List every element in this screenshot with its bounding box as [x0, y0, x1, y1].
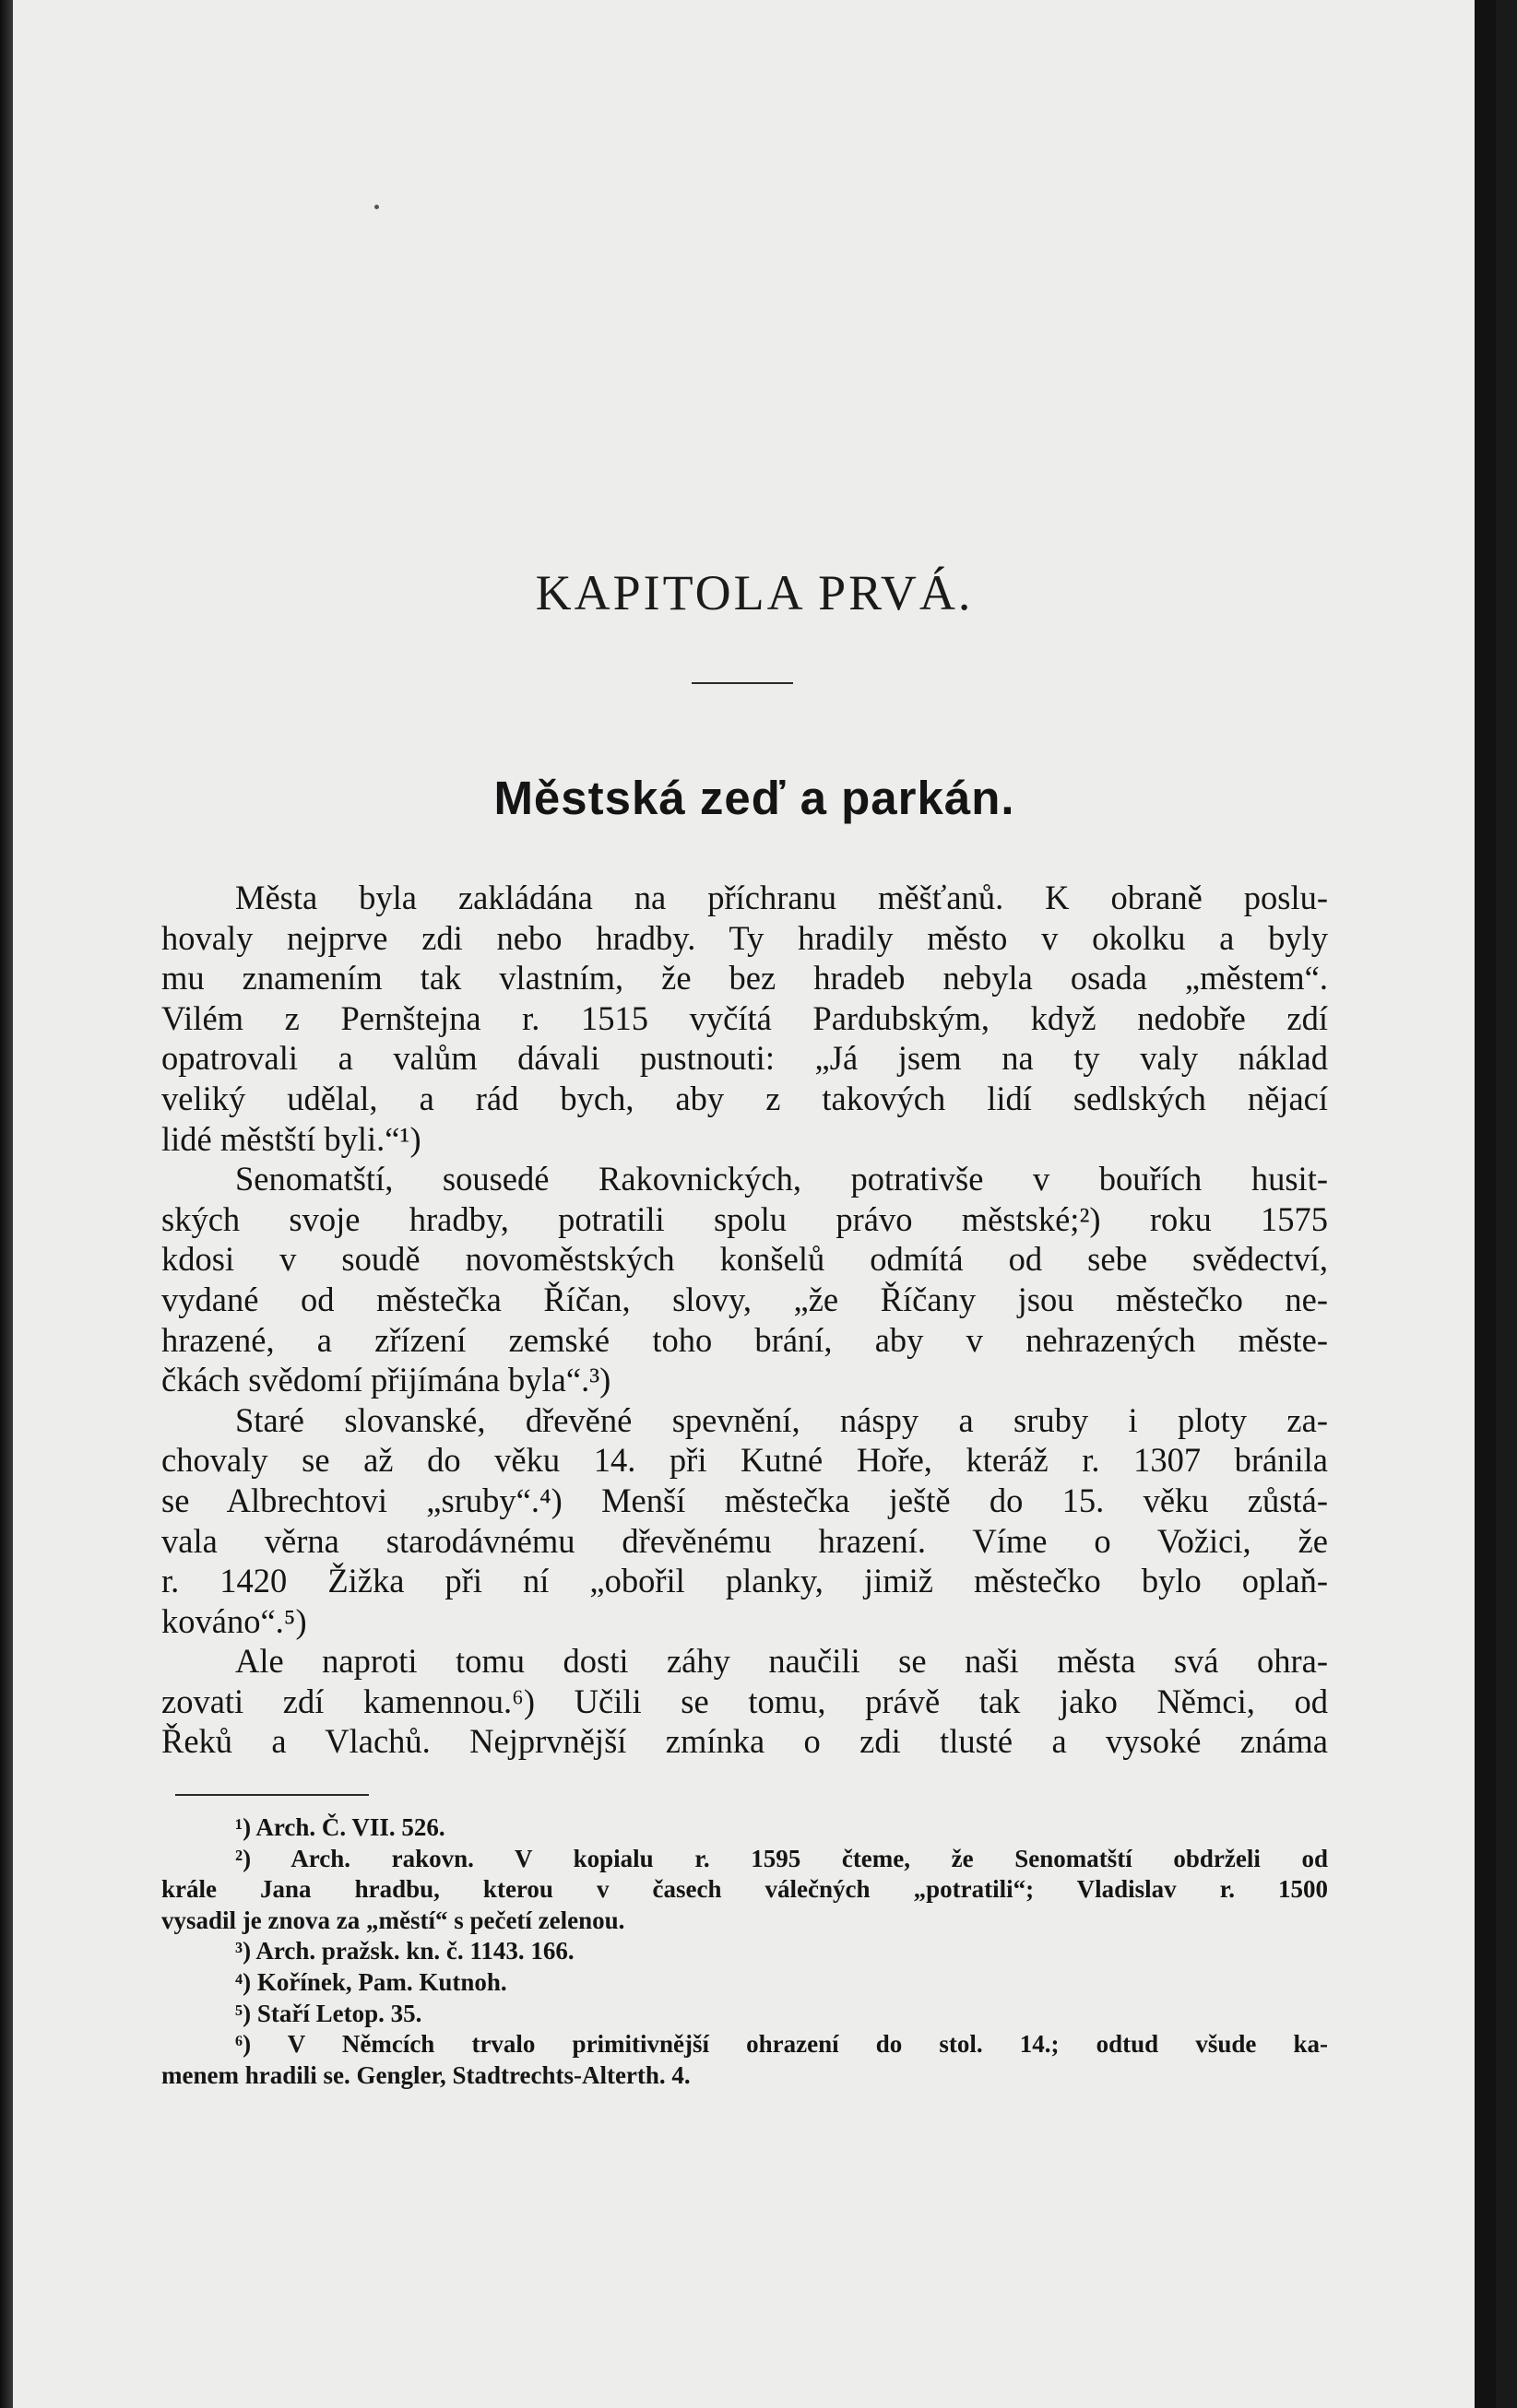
footnote-line: vysadil je znova za „městí“ s pečetí zelenou.: [161, 1906, 625, 1934]
body-line: mu znamením tak vlastním, že bez hradeb nebyla osada „městem“.: [161, 959, 1328, 997]
footnote-line: ⁶) V Němcích trvalo primitivnější ohrazení do stol. 14.; odtud všude ka-: [235, 2030, 1328, 2059]
body-line: čkách svědomí přijímána byla“.³): [161, 1361, 611, 1399]
section-title: Městská zeď a parkán.: [493, 772, 1015, 824]
body-line: zovati zdí kamennou.⁶) Učili se tomu, právě tak jako Němci, od: [161, 1682, 1328, 1720]
book-page: [13, 0, 1496, 2408]
scan-speck: [374, 205, 379, 209]
body-line: hovaly nejprve zdi nebo hradby. Ty hradily město v okolku a byly: [161, 918, 1328, 957]
body-line: veliký udělal, a rád bych, aby z takových lidí sedlských nějací: [161, 1079, 1328, 1117]
footnote-divider: [175, 1794, 369, 1796]
body-line: Ale naproti tomu dosti záhy naučili se naši města svá ohra-: [235, 1642, 1328, 1681]
body-line: vydané od městečka Říčan, slovy, „že Říčany jsou městečko ne-: [161, 1280, 1328, 1318]
body-line: lidé městští byli.“¹): [161, 1119, 421, 1158]
body-text: [161, 878, 1328, 1762]
body-line: Řeků a Vlachů. Nejprvnější zmínka o zdi tlusté a vysoké známa: [161, 1722, 1328, 1761]
body-line: kdosi v soudě novoměstských konšelů odmítá od sebe svědectví,: [161, 1240, 1328, 1279]
footnote-line: ³) Arch. pražsk. kn. č. 1143. 166.: [235, 1937, 575, 1965]
footnote-line: krále Jana hradbu, kterou v časech válečných „potratili“; Vladislav r. 1500: [161, 1875, 1328, 1904]
body-line: Vilém z Pernštejna r. 1515 vyčítá Pardubským, když nedobře zdí: [161, 998, 1328, 1037]
body-line: vala věrna starodávnému dřevěnému hrazení. Víme o Vožici, že: [161, 1521, 1328, 1560]
chapter-heading: KAPITOLA PRVÁ.: [535, 565, 974, 620]
body-line: ských svoje hradby, potratili spolu právo městské;²) roku 1575: [161, 1199, 1328, 1238]
scan-right-edge: [1475, 0, 1496, 2408]
footnote-line: menem hradili se. Gengler, Stadtrechts-Alterth. 4.: [161, 2060, 691, 2089]
footnote-line: ¹) Arch. Č. VII. 526.: [235, 1813, 445, 1841]
footnote-line: ²) Arch. rakovn. V kopialu r. 1595 čteme, že Senomatští obdrželi od: [235, 1844, 1328, 1872]
body-line: opatrovali a valům dávali pustnouti: „Já jsem na ty valy náklad: [161, 1039, 1328, 1078]
footnote-line: ⁵) Staří Letop. 35.: [235, 1999, 422, 2027]
body-line: se Albrechtovi „sruby“.⁴) Menší městečka ještě do 15. věku zůstá-: [161, 1481, 1328, 1519]
footnote-line: ⁴) Kořínek, Pam. Kutnoh.: [235, 1967, 507, 1996]
scan-left-edge: [0, 0, 13, 2408]
body-line: Senomatští, sousedé Rakovnických, potrativše v bouřích husit-: [235, 1160, 1328, 1198]
body-line: Staré slovanské, dřevěné spevnění, náspy a sruby i ploty za-: [235, 1400, 1328, 1439]
body-line: hrazené, a zřízení zemské toho brání, aby v nehrazených měste-: [161, 1320, 1328, 1359]
body-line: kováno“.⁵): [161, 1601, 307, 1640]
heading-divider: [692, 682, 793, 684]
body-line: chovaly se až do věku 14. při Kutné Hoře, kteráž r. 1307 bránila: [161, 1441, 1328, 1480]
footnotes: [161, 1812, 1328, 2091]
body-line: Města byla zakládána na příchranu měšťanů. K obraně poslu-: [235, 879, 1328, 916]
body-line: r. 1420 Žižka při ní „obořil planky, jimiž městečko bylo oplaň-: [161, 1562, 1328, 1600]
